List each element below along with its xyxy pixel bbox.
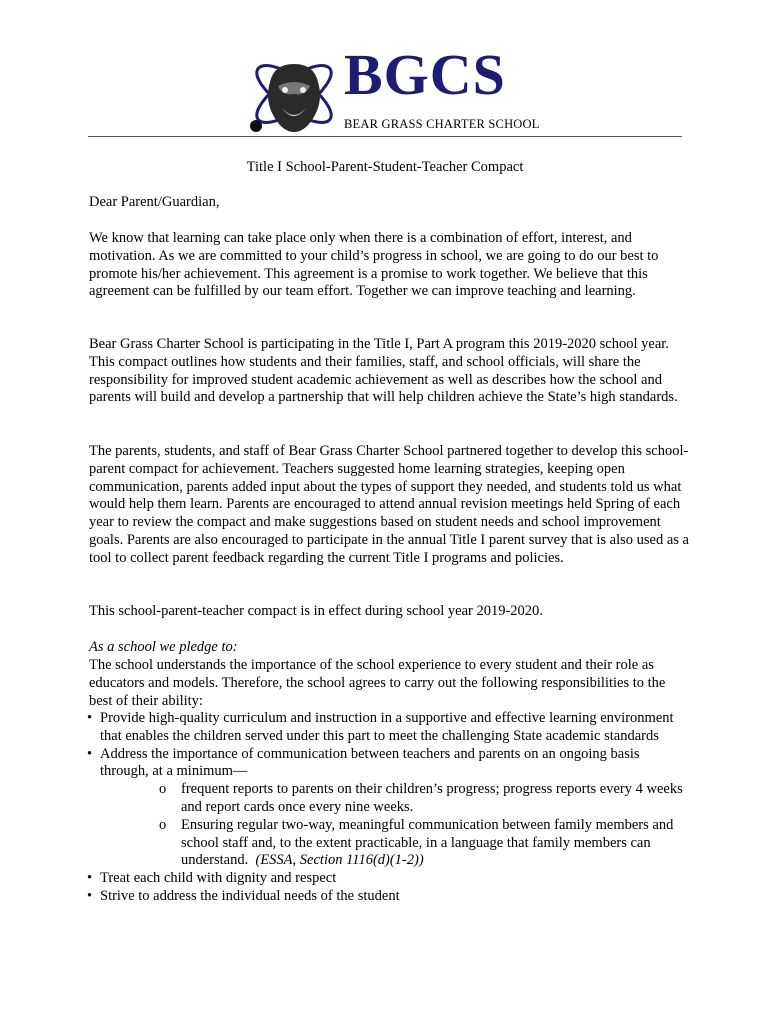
list-item bbox=[89, 746, 689, 782]
bullet-icon: • bbox=[87, 710, 93, 726]
pledge-intro: The school understands the importance of the school experience to every student and their role as educators and models. Therefore, the school agrees to carry out the following responsibilities to the best of their ability: bbox=[89, 657, 666, 709]
logo-wordmark: BGCS bbox=[344, 42, 506, 107]
list-item bbox=[89, 870, 689, 888]
sub-bullet-icon: o bbox=[159, 816, 167, 833]
pledge-list bbox=[89, 710, 689, 906]
list-item-text: Address the importance of communication between teachers and parents on an ongoing basis through, at a minimum— bbox=[100, 745, 640, 780]
list-item-text: Strive to address the individual needs of the student bbox=[100, 887, 400, 904]
citation: (ESSA, Section 1116(d)(1-2)) bbox=[251, 852, 424, 869]
list-item-text: Treat each child with dignity and respect bbox=[100, 870, 337, 887]
paragraph-partnership: The parents, students, and staff of Bear Grass Charter School partnered together to develop this school-parent compact for achievement. Teachers suggested home learning strategies, keeping open communication, parents added input about the types of support they needed, and students told us what would help them learn. Parents are encouraged to attend annual revision meetings held Spring of each year to review the compact and make suggestions based on student needs and school improvement goals. Parents are also encouraged to participate in the annual Title I parent survey that is also used as a tool to collect parent feedback regarding the current Title I programs and policies. bbox=[89, 443, 689, 566]
sub-bullet-icon: o bbox=[159, 781, 167, 798]
paragraph-program: Bear Grass Charter School is participating in the Title I, Part A program this 2019-2020 school year. This compact outlines how students and their families, staff, and school officials, will share the responsibility for improved student academic achievement as well as describes how the school and parents will build and develop a partnership that will help children achieve the State’s high standards. bbox=[89, 336, 678, 406]
bear-atom-logo-icon bbox=[248, 52, 344, 138]
sub-list-item bbox=[89, 781, 689, 817]
list-item-text: Provide high-quality curriculum and instruction in a supportive and effective learning environment that enables the children served under this part to meet the challenging State academic standards bbox=[100, 710, 674, 744]
bullet-icon: • bbox=[87, 870, 93, 887]
bullet-icon: • bbox=[87, 745, 93, 762]
sub-list-item bbox=[89, 817, 689, 870]
school-logo bbox=[248, 42, 540, 138]
paragraph-intro: We know that learning can take place only when there is a combination of effort, interest, and motivation. As we are committed to your child’s progress in school, we are going to do our best to promote his/her achievement. This agreement is a promise to work together. We believe that this agreement can be fulfilled by our team effort. Together we can improve teaching and learning. bbox=[89, 230, 659, 300]
school-name: BEAR GRASS CHARTER SCHOOL bbox=[344, 117, 540, 131]
sub-list-item-text: frequent reports to parents on their children’s progress; progress reports every 4 weeks and report cards once every nine weeks. bbox=[181, 781, 683, 815]
list-item bbox=[89, 888, 689, 906]
header-divider bbox=[88, 136, 682, 137]
list-item bbox=[89, 710, 689, 746]
sub-list-item-text: Ensuring regular two-way, meaningful communication between family members and school staff and, to the extent practicable, in a language that family members can understand. bbox=[181, 816, 674, 869]
document-title: Title I School-Parent-Student-Teacher Compact bbox=[246, 159, 524, 175]
pledge-heading: As a school we pledge to: bbox=[89, 639, 238, 655]
paragraph-effective-year: This school-parent-teacher compact is in effect during school year 2019-2020. bbox=[89, 603, 543, 619]
salutation: Dear Parent/Guardian, bbox=[89, 194, 220, 210]
bullet-icon: • bbox=[87, 887, 93, 904]
